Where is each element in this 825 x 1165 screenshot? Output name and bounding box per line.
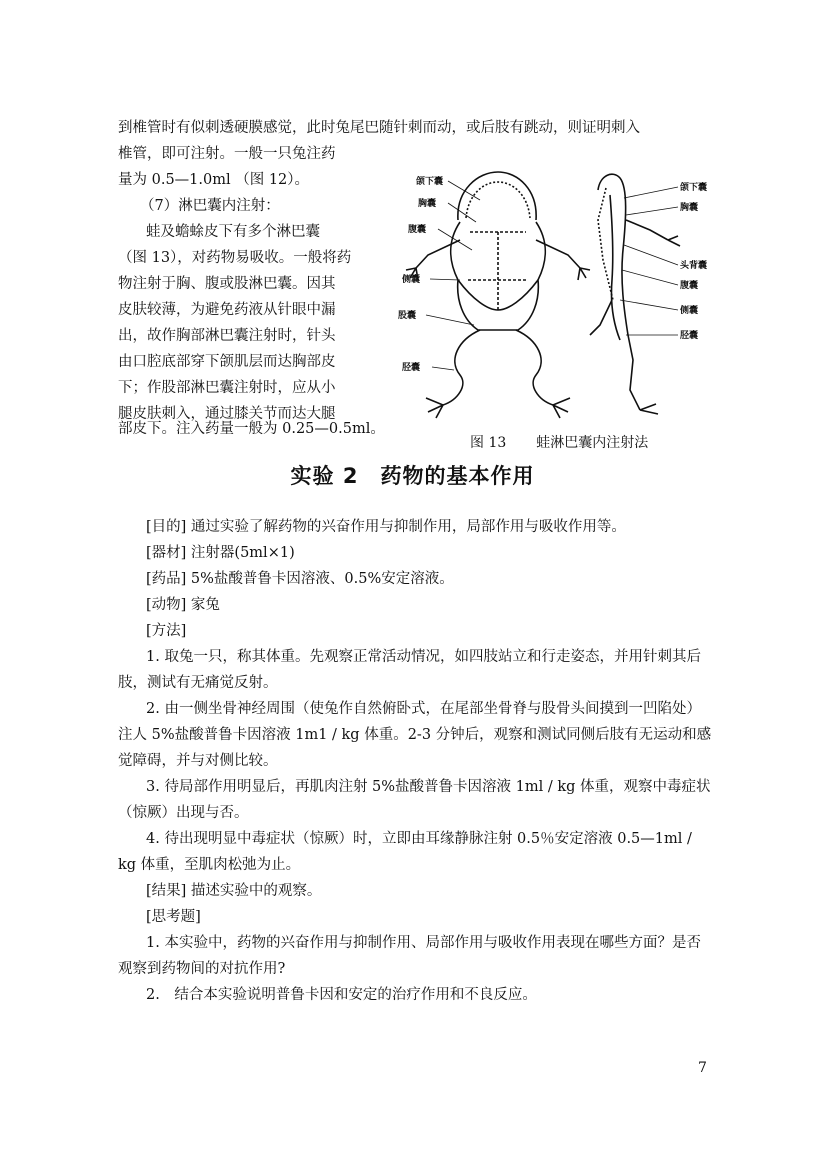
page-number: 7 — [698, 1060, 707, 1076]
question-2: 2. 结合本实验说明普鲁卡因和安定的治疗作用和不良反应。 — [146, 987, 537, 1003]
label-femoral-sac-left: 股囊 — [398, 311, 417, 321]
figure-caption-text: 蛙淋巴囊内注射法 — [536, 435, 649, 451]
figure-caption-number: 图 13 — [470, 435, 507, 451]
intro-line-12: 腿皮肤刺入，通过膝关节而达大腿 — [118, 406, 336, 422]
label-lateral-sac-right: 侧囊 — [680, 306, 699, 316]
intro-line-7: 物注射于胸、腹或股淋巴囊。因其 — [118, 276, 336, 292]
intro-line-13: 部皮下。注入药量一般为 0.25—0.5ml。 — [118, 421, 385, 437]
intro-line-3: 量为 0.5—1.0ml （图 12）。 — [118, 172, 310, 188]
animal-line: [动物] 家兔 — [146, 597, 220, 613]
label-abdominal-sac-right: 腹囊 — [680, 281, 699, 291]
intro-line-1: 到椎管时有似刺透硬膜感觉，此时兔尾巴随针刺而动，或后肢有跳动，则证明刺入 — [118, 120, 640, 136]
equipment-line: [器材] 注射器(5ml×1) — [146, 545, 295, 561]
label-submandibular-sac-right: 颌下囊 — [680, 183, 708, 193]
method-step-3: 3. 待局部作用明显后，再肌肉注射 5%盐酸普鲁卡因溶液 1ml / kg 体重，观察中毒症状（惊厥）出现与否。 — [118, 779, 711, 821]
label-chest-sac-left: 胸囊 — [418, 199, 437, 209]
label-lateral-sac-left: 侧囊 — [402, 275, 421, 285]
method-step-1: 1. 取兔一只，称其体重。先观察正常活动情况，如四肢站立和行走姿态，并用针刺其后肢，测试有无痛觉反射。 — [118, 649, 701, 691]
question-1: 1. 本实验中，药物的兴奋作用与抑制作用、局部作用与吸收作用表现在哪些方面？是否观察到药物间的对抗作用? — [118, 935, 701, 977]
drugs-line: [药品] 5%盐酸普鲁卡因溶液、0.5%安定溶液。 — [146, 571, 454, 587]
intro-line-5: 蛙及蟾蜍皮下有多个淋巴囊 — [146, 224, 320, 240]
label-submandibular-sac-left: 颌下囊 — [416, 177, 444, 187]
figure-right-labels — [679, 181, 708, 341]
experiment-title: 实验 2 药物的基本作用 — [290, 464, 535, 488]
intro-line-9: 出，故作胸部淋巴囊注射时，针头 — [118, 328, 336, 344]
figure-left-labels — [398, 175, 444, 373]
result-line: [结果] 描述实验中的观察。 — [146, 883, 322, 899]
method-heading: [方法] — [146, 623, 187, 639]
frog-side-drawing — [590, 174, 680, 414]
label-abdominal-sac-left: 腹囊 — [408, 225, 427, 235]
label-tibial-sac-right: 胫囊 — [680, 331, 699, 341]
label-dorsal-head-sac-right: 头背囊 — [680, 261, 708, 271]
intro-line-10: 由口腔底部穿下颌肌层而达胸部皮 — [118, 354, 336, 370]
method-step-4: 4. 待出现明显中毒症状（惊厥）时，立即由耳缘静脉注射 0.5％安定溶液 0.5—1ml / kg 体重，至肌肉松弛为止。 — [118, 831, 692, 873]
intro-line-6: （图 13），对药物易吸收。一般将药 — [118, 250, 352, 266]
subsection-heading: （7）淋巴囊内注射： — [140, 198, 280, 214]
purpose-line: [目的] 通过实验了解药物的兴奋作用与抑制作用，局部作用与吸收作用等。 — [146, 519, 626, 535]
frog-lymph-sac-figure — [388, 160, 718, 422]
intro-line-2: 椎管，即可注射。一般一只兔注药 — [118, 146, 336, 162]
label-chest-sac-right: 胸囊 — [680, 203, 699, 213]
figure-caption — [470, 432, 648, 452]
method-step-2: 2. 由一侧坐骨神经周围（使兔作自然俯卧式，在尾部坐骨脊与股骨头间摸到一凹陷处）注人 5%盐酸普鲁卡因溶液 1m1 / kg 体重。2-3 分钟后，观察和测试同侧后肢有无运动和感觉障碍，并与对侧比较。 — [118, 701, 712, 769]
intro-line-11: 下；作股部淋巴囊注射时，应从小 — [118, 380, 336, 396]
label-tibial-sac-left: 胫囊 — [402, 363, 421, 373]
intro-line-8: 皮肤较薄，为避免药液从针眼中漏 — [118, 302, 336, 318]
questions-heading: [思考题] — [146, 909, 201, 925]
